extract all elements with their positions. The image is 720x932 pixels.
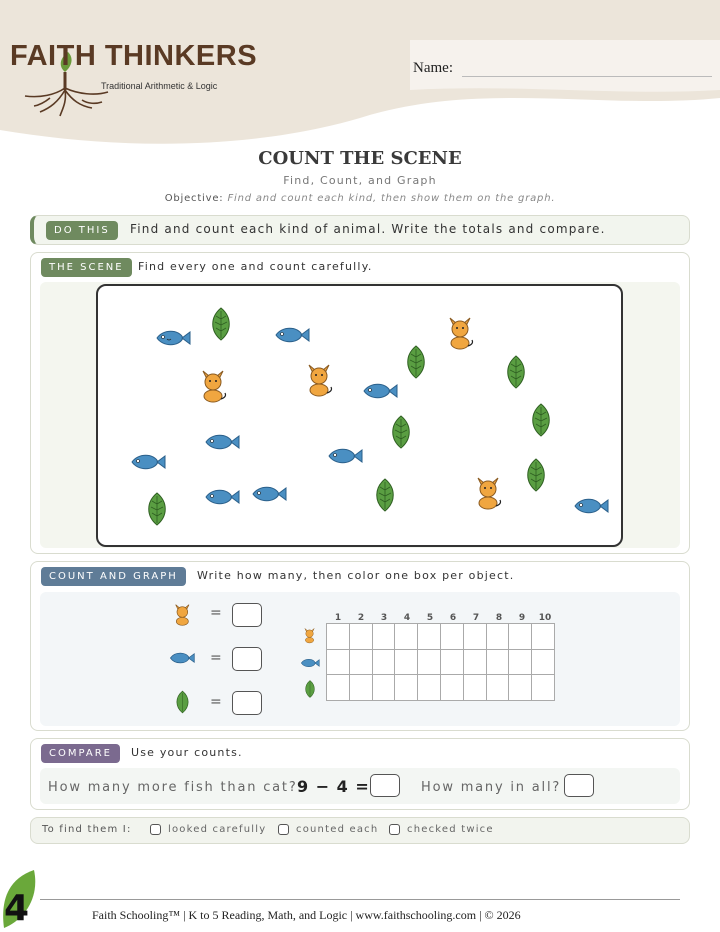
page-subtitle: Find, Count, and Graph [283, 174, 437, 187]
grid-cell[interactable] [440, 675, 463, 701]
checklist-label: To find them I: [42, 824, 132, 835]
grid-cell[interactable] [440, 649, 463, 675]
grid-cell[interactable] [418, 675, 441, 701]
objective-label: Objective: [164, 193, 224, 204]
cat-count-box[interactable] [232, 603, 262, 627]
total-answer-box[interactable] [564, 774, 594, 797]
equals-sign: = [210, 694, 223, 710]
grid-cell[interactable] [440, 624, 463, 650]
grid-cell[interactable] [509, 624, 532, 650]
grid-cell[interactable] [327, 675, 350, 701]
grid-cell[interactable] [349, 624, 372, 650]
page-number-leaf [0, 868, 40, 930]
column-number: 2 [357, 613, 365, 623]
scene-text: Find every one and count carefully. [138, 260, 373, 273]
difference-answer-box[interactable] [370, 774, 400, 797]
checklist-item: looked carefully [168, 824, 267, 835]
leaf-icon [304, 680, 316, 698]
grid-cell[interactable] [372, 649, 395, 675]
column-number: 3 [380, 613, 388, 623]
compare-question-2: How many in all? [421, 780, 562, 795]
column-number: 6 [449, 613, 457, 623]
do-this-text: Find and count each kind of animal. Write the totals and compare. [130, 222, 606, 236]
footer-text: Faith Schooling™ | K to 5 Reading, Math, and Logic | www.faithschooling.com | © 2026 [92, 908, 521, 922]
leaf-icon [175, 690, 190, 714]
compare-equation: 9 − 4 = [297, 777, 370, 796]
compare-question-1: How many more fish than cat? [48, 780, 298, 795]
leaf-icon [505, 355, 527, 389]
grid-cell[interactable] [509, 649, 532, 675]
grid-cell[interactable] [509, 675, 532, 701]
grid-cell[interactable] [532, 675, 555, 701]
page-title: COUNT THE SCENE [258, 148, 462, 169]
fish-icon [204, 486, 240, 508]
leaf-icon [530, 403, 552, 437]
grid-cell[interactable] [349, 649, 372, 675]
leaf-icon [390, 415, 412, 449]
grid-cell[interactable] [327, 624, 350, 650]
cat-icon [305, 361, 335, 397]
checkbox-checked[interactable] [389, 824, 400, 835]
cat-icon [173, 601, 193, 627]
grid-cell[interactable] [395, 675, 418, 701]
name-field[interactable] [462, 76, 712, 77]
column-number: 1 [334, 613, 342, 623]
grid-cell[interactable] [418, 624, 441, 650]
column-number: 4 [403, 613, 411, 623]
compare-tag: COMPARE [41, 744, 120, 763]
column-number: 9 [518, 613, 526, 623]
leaf-icon [525, 458, 547, 492]
column-number: 5 [426, 613, 434, 623]
brand-subtitle: Traditional Arithmetic & Logic [101, 81, 218, 91]
compare-text: Use your counts. [131, 746, 243, 759]
grid-cell[interactable] [395, 624, 418, 650]
grid-cell[interactable] [532, 624, 555, 650]
brand-title: FAITH THINKERS [10, 40, 258, 72]
fish-icon [251, 483, 287, 505]
leaf-count-box[interactable] [232, 691, 262, 715]
grid-cell[interactable] [486, 675, 509, 701]
fish-icon [204, 431, 240, 453]
grid-cell[interactable] [463, 649, 486, 675]
grid-row-cat [327, 624, 555, 650]
column-number: 8 [495, 613, 503, 623]
cat-icon [199, 367, 229, 403]
page-number: 4 [4, 888, 30, 929]
equals-sign: = [210, 650, 223, 666]
fish-icon [274, 324, 310, 346]
fish-icon [169, 650, 195, 666]
grid-row-leaf [327, 675, 555, 701]
grid-cell[interactable] [532, 649, 555, 675]
checkbox-looked[interactable] [150, 824, 161, 835]
column-number: 7 [472, 613, 480, 623]
grid-cell[interactable] [395, 649, 418, 675]
grid-cell[interactable] [349, 675, 372, 701]
equals-sign: = [210, 605, 223, 621]
leaf-icon [146, 492, 168, 526]
column-number: 10 [538, 613, 552, 623]
bar-graph-grid[interactable] [326, 623, 555, 701]
graph-tag: COUNT AND GRAPH [41, 567, 186, 586]
fish-icon [573, 495, 609, 517]
cat-icon [474, 474, 504, 510]
grid-cell[interactable] [372, 675, 395, 701]
grid-cell[interactable] [463, 675, 486, 701]
brand-logo [10, 40, 258, 91]
fish-icon [362, 380, 398, 402]
scene-tag: THE SCENE [41, 258, 132, 277]
fish-icon [327, 445, 363, 467]
grid-cell[interactable] [486, 624, 509, 650]
fish-icon [300, 657, 320, 669]
graph-text: Write how many, then color one box per object. [197, 569, 515, 582]
objective-text: Find and count each kind, then show them on the graph. [227, 193, 556, 204]
name-label: Name: [413, 60, 453, 76]
cat-icon [303, 626, 317, 644]
grid-cell[interactable] [372, 624, 395, 650]
grid-cell[interactable] [463, 624, 486, 650]
checklist-item: counted each [296, 824, 379, 835]
objective [0, 193, 720, 204]
grid-cell[interactable] [327, 649, 350, 675]
fish-icon [130, 451, 166, 473]
leaf-icon [210, 307, 232, 341]
leaf-icon [374, 478, 396, 512]
cat-icon [446, 314, 476, 350]
checklist-item: checked twice [407, 824, 494, 835]
leaf-icon [405, 345, 427, 379]
grid-cell[interactable] [486, 649, 509, 675]
grid-cell[interactable] [418, 649, 441, 675]
footer-divider [40, 899, 680, 900]
checkbox-counted[interactable] [278, 824, 289, 835]
grid-row-fish [327, 649, 555, 675]
fish-count-box[interactable] [232, 647, 262, 671]
fish-icon [155, 327, 191, 349]
do-this-tag: DO THIS [46, 221, 118, 240]
